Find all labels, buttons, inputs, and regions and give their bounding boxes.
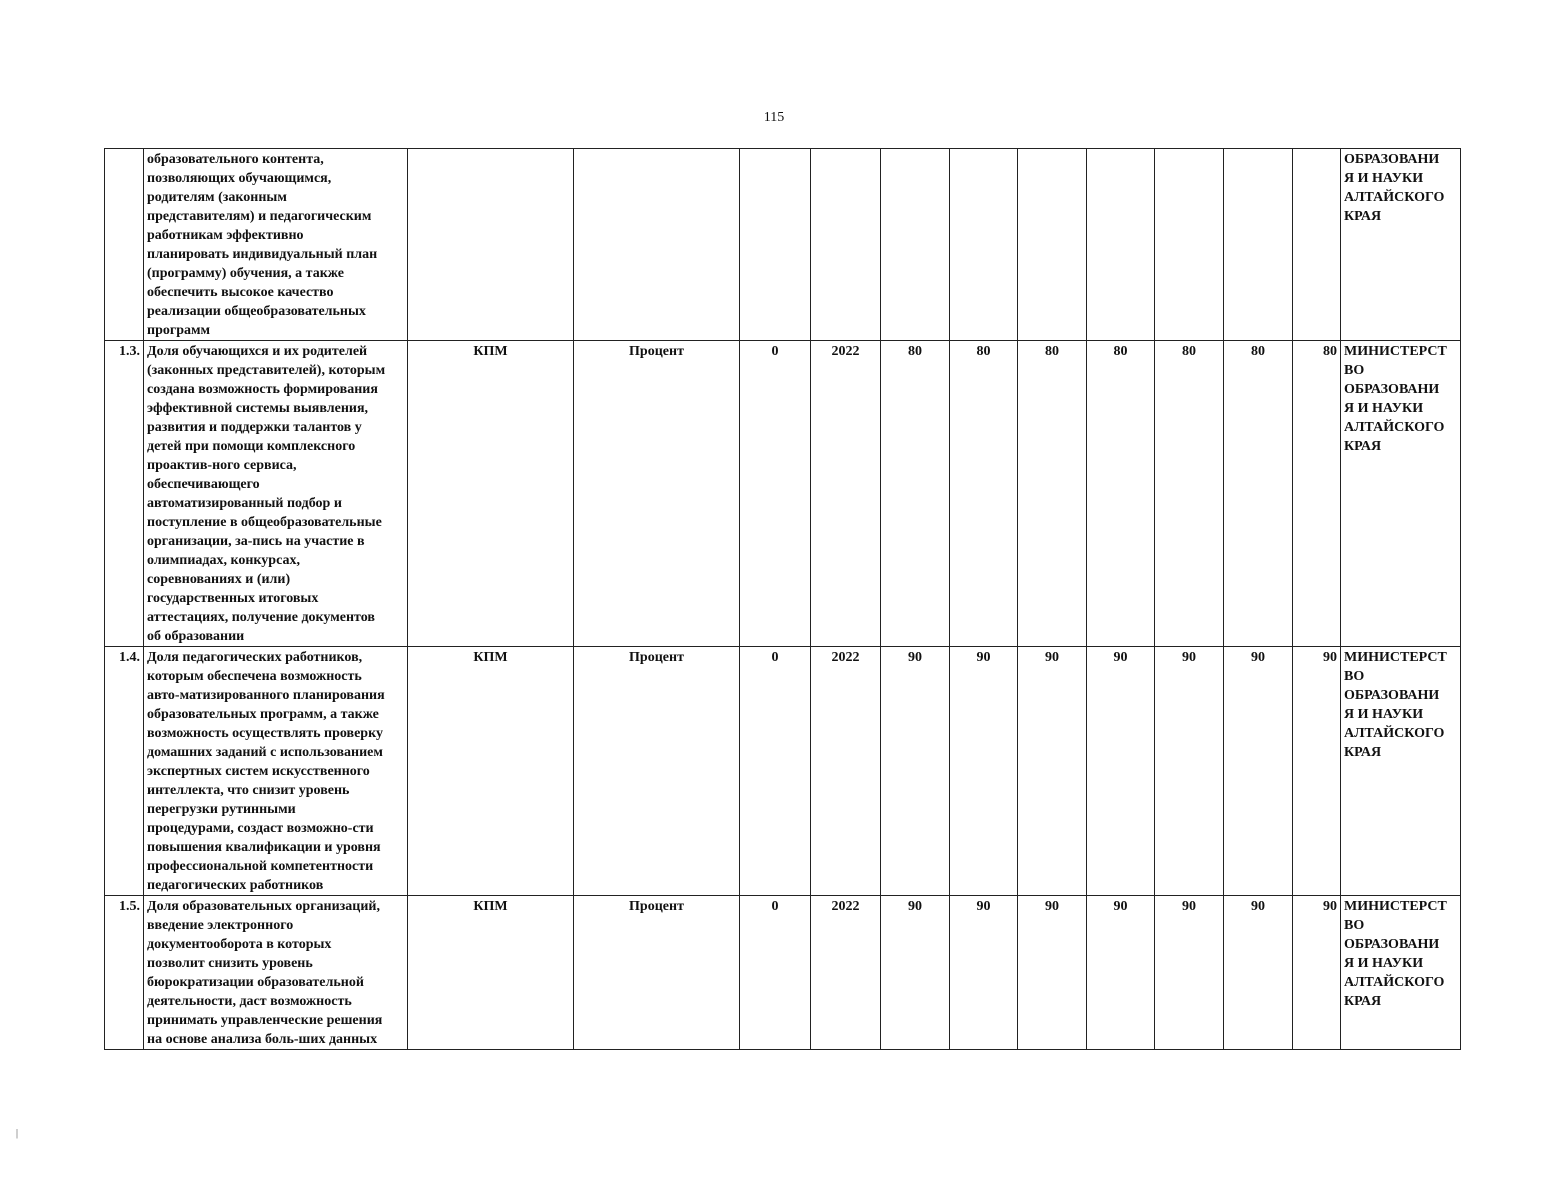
target-value-cell — [1224, 149, 1293, 341]
target-value-cell — [1293, 149, 1341, 341]
responsible-authority — [1341, 896, 1461, 1050]
responsible-authority-line: КРАЯ — [1344, 994, 1382, 1009]
unit-cell: Процент — [574, 647, 740, 896]
indicator-description-line: принимать управленческие решения — [147, 1013, 383, 1028]
indicator-description-line: педагогических работников — [147, 878, 324, 893]
target-value-cell: 90 — [950, 896, 1018, 1050]
responsible-authority-line: ОБРАЗОВАНИ — [1344, 382, 1440, 397]
target-value-cell: 90 — [950, 647, 1018, 896]
target-value-cell: 80 — [1018, 341, 1087, 647]
base-value-cell: 0 — [740, 647, 811, 896]
indicator-description-line: профессиональной компетентности — [147, 859, 374, 874]
indicators-table — [104, 148, 1461, 1050]
target-value-cell: 80 — [950, 341, 1018, 647]
base-year-cell: 2022 — [811, 896, 881, 1050]
base-year-cell: 2022 — [811, 647, 881, 896]
unit-cell: Процент — [574, 341, 740, 647]
indicator-description-line: планировать индивидуальный план — [147, 247, 378, 262]
target-value-cell: 90 — [881, 896, 950, 1050]
indicator-description-line: повышения квалификации и уровня — [147, 840, 381, 855]
target-value-cell: 90 — [1087, 647, 1155, 896]
target-value-cell: 80 — [1224, 341, 1293, 647]
indicator-description-line: документооборота в которых — [147, 937, 332, 952]
responsible-authority-line: АЛТАЙСКОГО — [1344, 975, 1445, 990]
table-row — [105, 149, 1461, 341]
indicator-description-line: организации, за-пись на участие в — [147, 534, 365, 549]
responsible-authority-line: ОБРАЗОВАНИ — [1344, 937, 1440, 952]
unit-cell — [574, 149, 740, 341]
responsible-authority-line: ВО — [1344, 669, 1365, 684]
indicator-description-line: соревнованиях и (или) — [147, 572, 291, 587]
indicator-description-line: Доля обучающихся и их родителей — [147, 344, 368, 359]
target-value-cell: 90 — [1224, 647, 1293, 896]
responsible-authority-line: ВО — [1344, 363, 1365, 378]
indicator-description-line: образовательных программ, а также — [147, 707, 379, 722]
indicator-description-line: позволит снизить уровень — [147, 956, 313, 971]
indicator-description-line: возможность осуществлять проверку — [147, 726, 383, 741]
indicator-description-line: поступление в общеобразовательные — [147, 515, 382, 530]
table-row — [105, 341, 1461, 647]
indicator-description-line: Доля педагогических работников, — [147, 650, 363, 665]
indicator-description-line: родителям (законным — [147, 190, 287, 205]
table-row — [105, 896, 1461, 1050]
indicator-description-line: эффективной системы выявления, — [147, 401, 369, 416]
indicator-description-line: на основе анализа боль-ших данных — [147, 1032, 378, 1047]
source-cell: КПМ — [408, 896, 574, 1050]
indicator-description-line: реализации общеобразовательных — [147, 304, 366, 319]
responsible-authority — [1341, 341, 1461, 647]
indicator-description-line: проактив-ного сервиса, — [147, 458, 297, 473]
indicator-description-line: Доля образовательных организаций, — [147, 899, 381, 914]
row-number: 1.4. — [105, 647, 144, 896]
indicator-description-line: аттестациях, получение документов — [147, 610, 375, 625]
responsible-authority-line: АЛТАЙСКОГО — [1344, 190, 1445, 205]
indicator-description-line: бюрократизации образовательной — [147, 975, 364, 990]
indicator-description-line: перегрузки рутинными — [147, 802, 296, 817]
unit-cell: Процент — [574, 896, 740, 1050]
responsible-authority-line: КРАЯ — [1344, 439, 1382, 454]
indicator-description-line: создана возможность формирования — [147, 382, 378, 397]
target-value-cell: 80 — [1293, 341, 1341, 647]
responsible-authority-line: Я И НАУКИ — [1344, 401, 1424, 416]
indicator-description-line: детей при помощи комплексного — [147, 439, 356, 454]
table-row — [105, 647, 1461, 896]
indicator-description-line: государственных итоговых — [147, 591, 319, 606]
responsible-authority — [1341, 149, 1461, 341]
target-value-cell — [1018, 149, 1087, 341]
responsible-authority-line: МИНИСТЕРСТ — [1344, 650, 1447, 665]
target-value-cell: 90 — [1018, 647, 1087, 896]
page-number: 115 — [763, 110, 785, 125]
indicator-description-line: интеллекта, что снизит уровень — [147, 783, 350, 798]
indicator-description-line: программ — [147, 323, 211, 338]
indicator-description-line: (программу) обучения, а также — [147, 266, 344, 281]
responsible-authority-line: Я И НАУКИ — [1344, 171, 1424, 186]
indicator-description-line: автоматизированный подбор и — [147, 496, 342, 511]
indicator-description-line: введение электронного — [147, 918, 294, 933]
indicator-description-line: олимпиадах, конкурсах, — [147, 553, 300, 568]
indicator-description-line: процедурами, создаст возможно-сти — [147, 821, 374, 836]
base-year-cell — [811, 149, 881, 341]
indicator-description — [144, 341, 408, 647]
indicator-description-line: представителям) и педагогическим — [147, 209, 372, 224]
indicator-description-line: об образовании — [147, 629, 245, 644]
responsible-authority-line: КРАЯ — [1344, 209, 1382, 224]
target-value-cell: 90 — [1155, 896, 1224, 1050]
indicator-description-line: (законных представителей), которым — [147, 363, 386, 378]
responsible-authority-line: МИНИСТЕРСТ — [1344, 899, 1447, 914]
base-value-cell: 0 — [740, 896, 811, 1050]
source-cell: КПМ — [408, 647, 574, 896]
target-value-cell: 90 — [881, 647, 950, 896]
indicator-description-line: обеспечивающего — [147, 477, 260, 492]
indicator-description-line: авто-матизированного планирования — [147, 688, 385, 703]
target-value-cell: 90 — [1293, 647, 1341, 896]
responsible-authority-line: АЛТАЙСКОГО — [1344, 726, 1445, 741]
responsible-authority-line: Я И НАУКИ — [1344, 956, 1424, 971]
responsible-authority-line: Я И НАУКИ — [1344, 707, 1424, 722]
row-number — [105, 149, 144, 341]
target-value-cell: 90 — [1087, 896, 1155, 1050]
target-value-cell — [1087, 149, 1155, 341]
source-cell — [408, 149, 574, 341]
responsible-authority-line: МИНИСТЕРСТ — [1344, 344, 1447, 359]
indicator-description-line: которым обеспечена возможность — [147, 669, 362, 684]
indicator-description-line: экспертных систем искусственного — [147, 764, 370, 779]
indicator-description — [144, 896, 408, 1050]
row-number: 1.5. — [105, 896, 144, 1050]
responsible-authority-line: ОБРАЗОВАНИ — [1344, 688, 1440, 703]
responsible-authority-line: АЛТАЙСКОГО — [1344, 420, 1445, 435]
target-value-cell: 80 — [1155, 341, 1224, 647]
base-value-cell: 0 — [740, 341, 811, 647]
target-value-cell: 90 — [1224, 896, 1293, 1050]
source-cell: КПМ — [408, 341, 574, 647]
indicator-description-line: деятельности, даст возможность — [147, 994, 352, 1009]
row-number: 1.3. — [105, 341, 144, 647]
indicator-description-line: обеспечить высокое качество — [147, 285, 334, 300]
indicator-description — [144, 647, 408, 896]
responsible-authority-line: КРАЯ — [1344, 745, 1382, 760]
target-value-cell: 80 — [881, 341, 950, 647]
indicator-description-line: работникам эффективно — [147, 228, 304, 243]
indicator-description-line: домашних заданий с использованием — [147, 745, 383, 760]
target-value-cell — [1155, 149, 1224, 341]
indicator-description-line: позволяющих обучающимся, — [147, 171, 332, 186]
responsible-authority — [1341, 647, 1461, 896]
responsible-authority-line: ВО — [1344, 918, 1365, 933]
target-value-cell: 90 — [1018, 896, 1087, 1050]
target-value-cell: 80 — [1087, 341, 1155, 647]
target-value-cell: 90 — [1293, 896, 1341, 1050]
indicator-description-line: образовательного контента, — [147, 152, 324, 167]
base-year-cell: 2022 — [811, 341, 881, 647]
target-value-cell — [950, 149, 1018, 341]
target-value-cell — [881, 149, 950, 341]
responsible-authority-line: ОБРАЗОВАНИ — [1344, 152, 1440, 167]
indicator-description-line: развития и поддержки талантов у — [147, 420, 362, 435]
target-value-cell: 90 — [1155, 647, 1224, 896]
scan-artifact: | — [16, 1128, 19, 1139]
indicator-description — [144, 149, 408, 341]
base-value-cell — [740, 149, 811, 341]
